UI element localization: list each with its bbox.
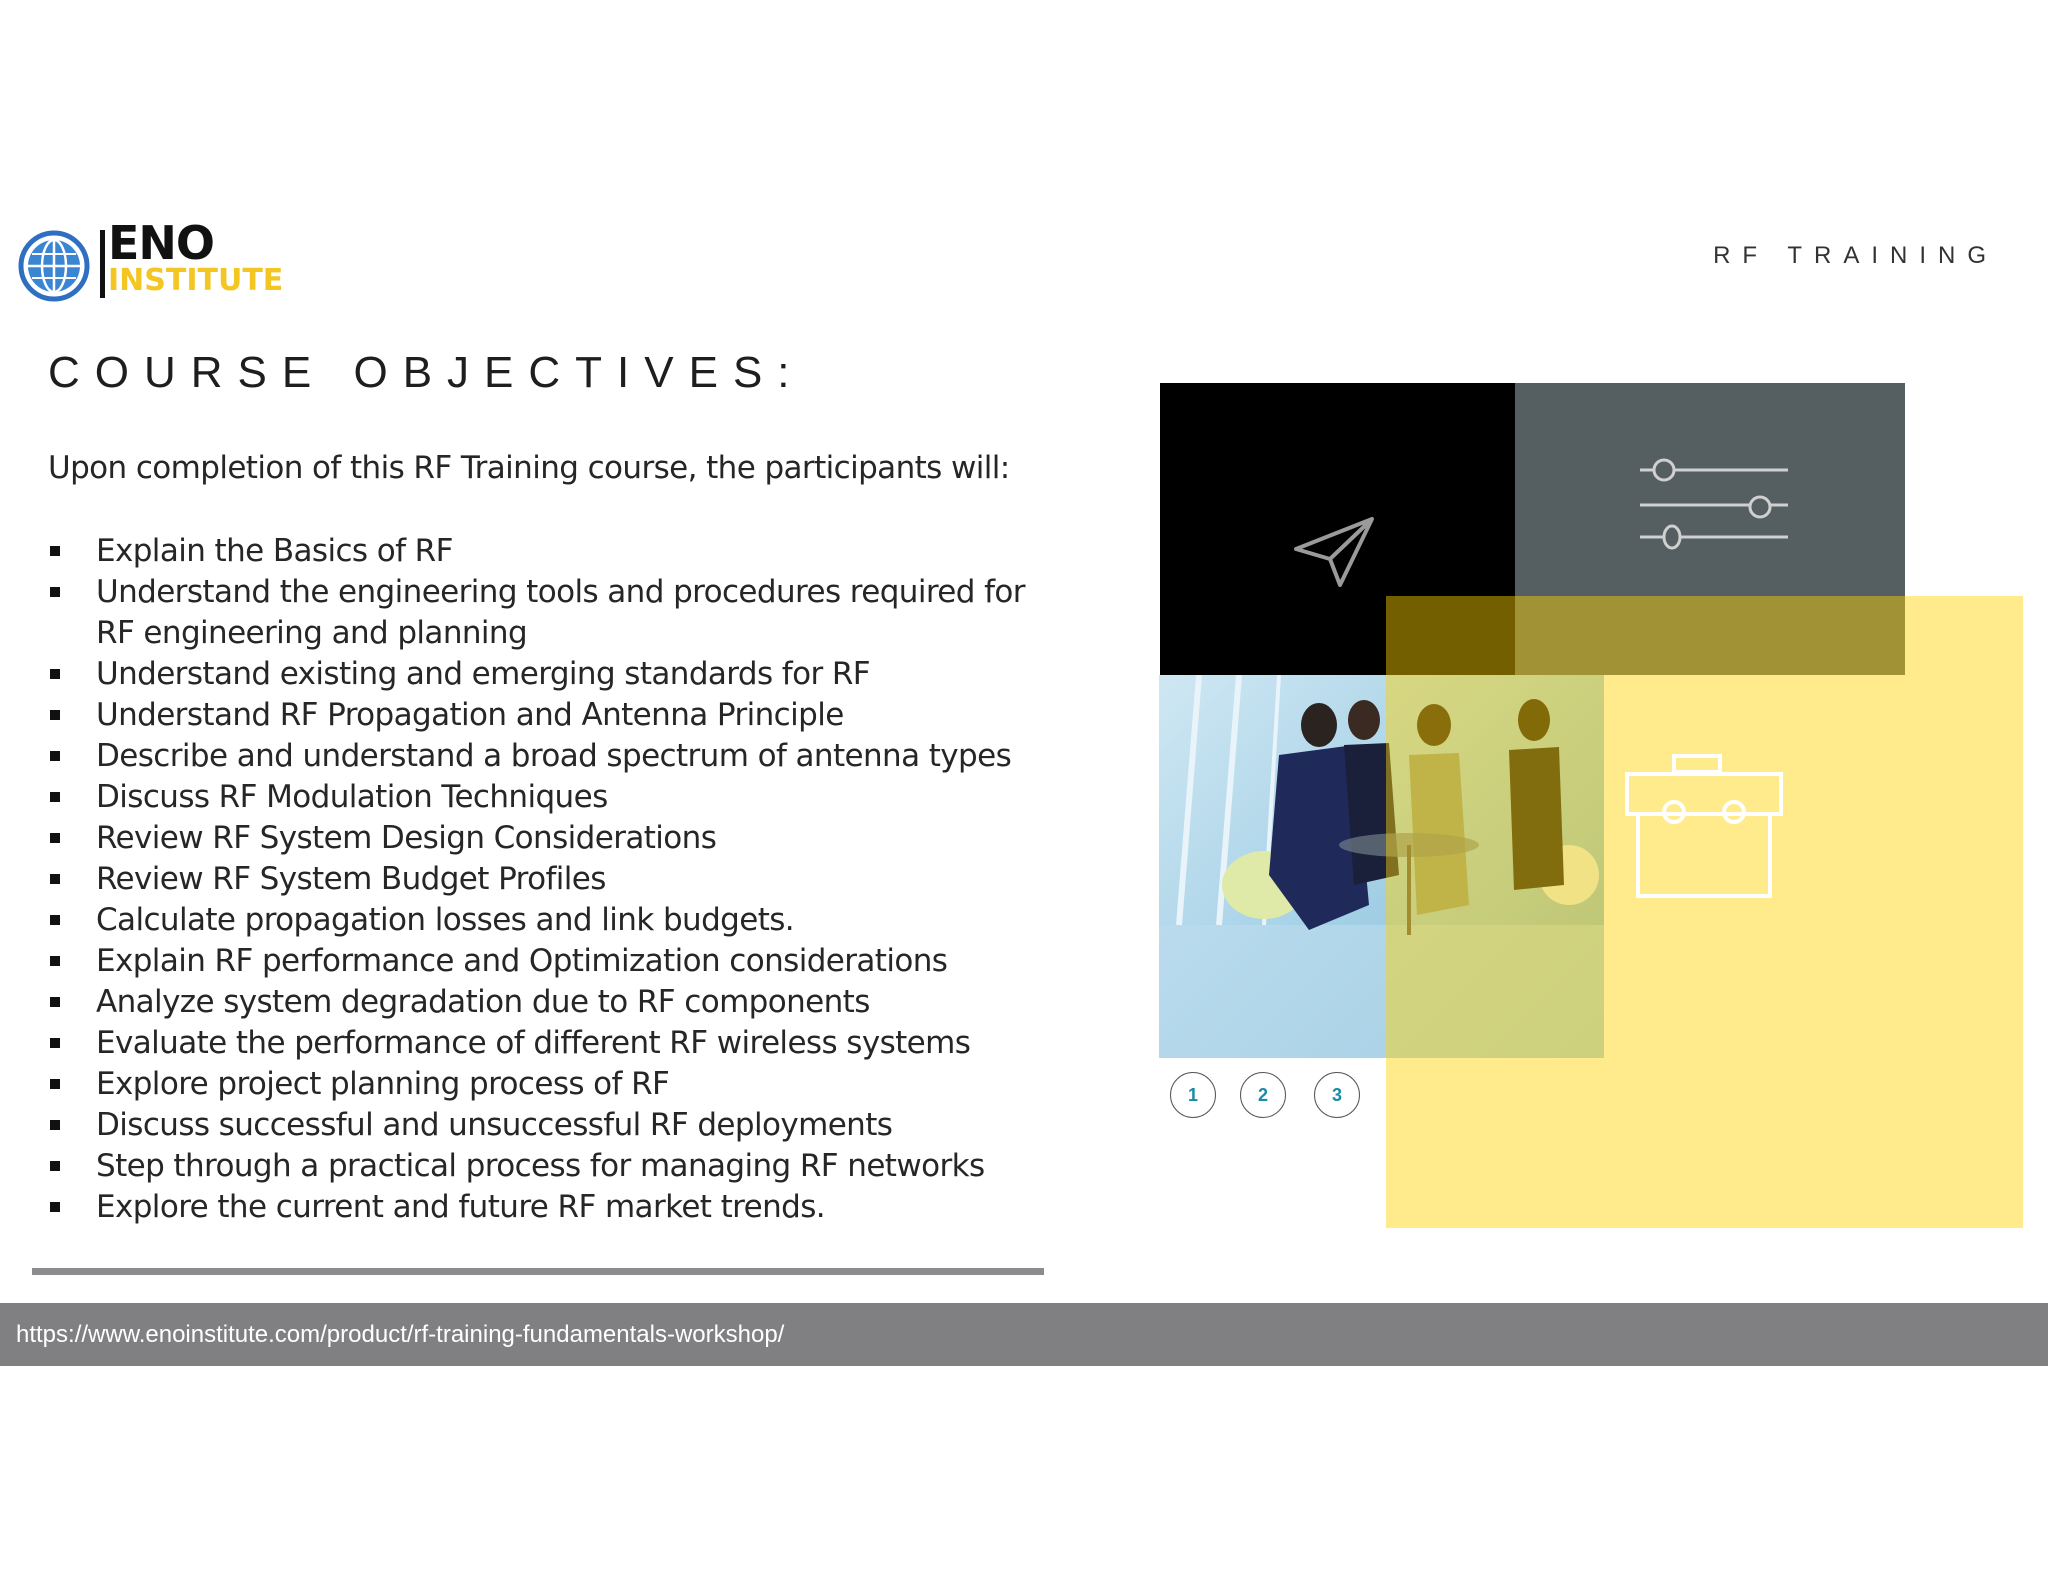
list-item: Review RF System Design Considerations (48, 818, 1048, 859)
list-item: Explain the Basics of RF (48, 531, 1048, 572)
yellow-overlay (1386, 596, 2023, 1228)
list-item: Understand the engineering tools and procedures required for RF engineering and planning (48, 572, 1048, 654)
toolbox-icon (1624, 754, 1784, 898)
list-item: Explain RF performance and Optimization considerations (48, 941, 1048, 982)
footer-bar (0, 1303, 2048, 1366)
header-title: RF TRAINING (1713, 242, 1998, 269)
list-item: Explore the current and future RF market trends. (48, 1187, 1048, 1228)
logo-name: ENO (108, 216, 215, 270)
pager-button-3[interactable]: 3 (1314, 1072, 1360, 1118)
sliders-icon (1638, 455, 1790, 555)
intro-text: Upon completion of this RF Training course, the participants will: (48, 450, 1010, 486)
logo-divider (100, 230, 105, 298)
list-item: Explore project planning process of RF (48, 1064, 1048, 1105)
paper-plane-icon (1292, 515, 1378, 591)
list-item: Discuss successful and unsuccessful RF deployments (48, 1105, 1048, 1146)
logo-subname: INSTITUTE (108, 263, 284, 298)
pager-button-1[interactable]: 1 (1170, 1072, 1216, 1118)
globe-icon (18, 230, 90, 302)
list-item: Calculate propagation losses and link budgets. (48, 900, 1048, 941)
list-item: Describe and understand a broad spectrum of antenna types (48, 736, 1048, 777)
page-title: COURSE OBJECTIVES: (48, 348, 805, 397)
list-item: Analyze system degradation due to RF components (48, 982, 1048, 1023)
list-item: Evaluate the performance of different RF wireless systems (48, 1023, 1048, 1064)
list-item: Review RF System Budget Profiles (48, 859, 1048, 900)
list-item: Understand RF Propagation and Antenna Principle (48, 695, 1048, 736)
logo (18, 216, 288, 302)
list-item: Step through a practical process for managing RF networks (48, 1146, 1048, 1187)
list-item: Discuss RF Modulation Techniques (48, 777, 1048, 818)
pager-button-2[interactable]: 2 (1240, 1072, 1286, 1118)
footer-url-link[interactable]: https://www.enoinstitute.com/product/rf-training-fundamentals-workshop/ (16, 1321, 785, 1348)
list-item: Understand existing and emerging standards for RF (48, 654, 1048, 695)
section-divider (32, 1268, 1044, 1275)
objectives-list (48, 531, 1048, 1228)
